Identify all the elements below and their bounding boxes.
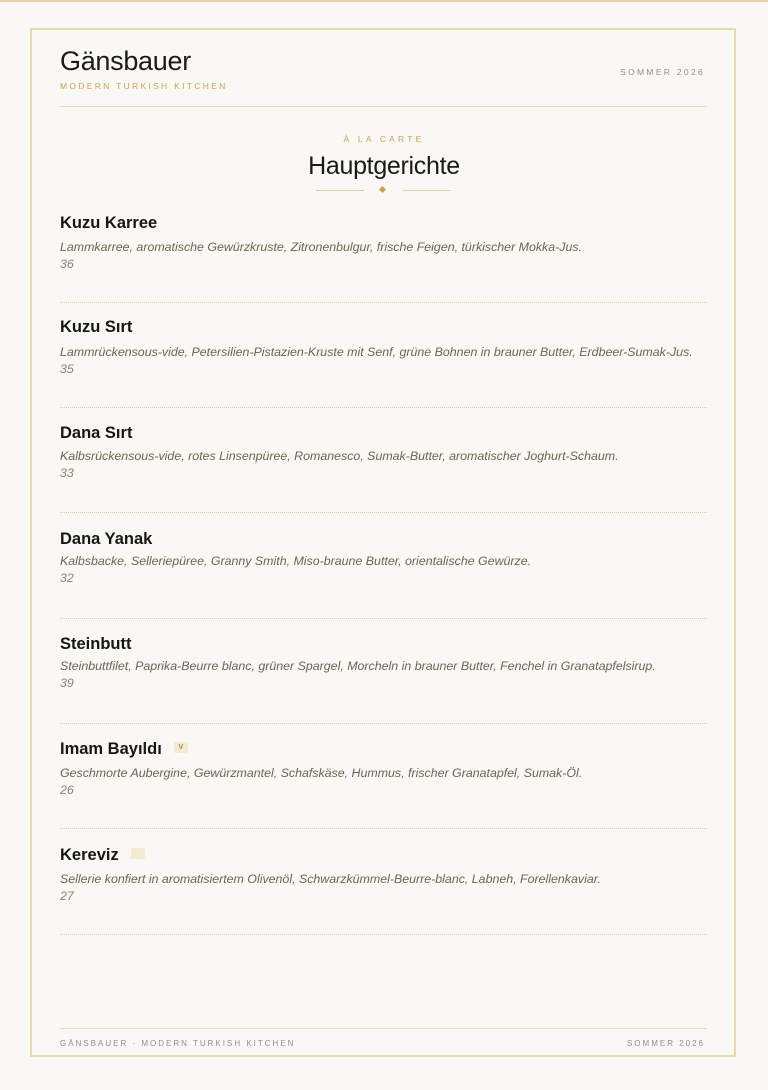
dish-description: Geschmorte Aubergine, Gewürzmantel, Schafskäse, Hummus, frischer Granatapfel, Sumak-Öl. — [60, 766, 583, 780]
dish-divider — [60, 407, 707, 408]
dish-name: Dana Yanak — [60, 530, 153, 548]
dish-price: 39 — [60, 676, 74, 690]
dish-description: Lammrückensous-vide, Petersilien-Pistazien-Kruste mit Senf, grüne Bohnen in brauner Butter, Erdbeer-Sumak-Jus. — [60, 345, 693, 359]
dish-divider — [60, 723, 707, 724]
dish-name: Dana Sırt — [60, 424, 133, 442]
dish-description: Kalbsbacke, Selleriepüree, Granny Smith, Miso-braune Butter, orientalische Gewürze. — [60, 554, 532, 568]
dish-name: Imam Bayıldı V — [60, 740, 188, 759]
dish-description: Kalbsrückensous-vide, rotes Linsenpüree, Romanesco, Sumak-Butter, aromatischer Joghurt-Schaum. — [60, 449, 619, 463]
dish-divider — [60, 828, 707, 829]
dietary-badge-icon — [131, 848, 145, 859]
dish-price: 32 — [60, 571, 74, 585]
footer-divider — [60, 1028, 707, 1029]
vegetarian-badge-icon: V — [174, 742, 188, 753]
footer-brand: GÄNSBAUER · MODERN TURKISH KITCHEN — [60, 1039, 296, 1048]
dish-description: Lammkarree, aromatische Gewürzkruste, Zitronenbulgur, frische Feigen, türkischer Mokka-Jus. — [60, 240, 582, 254]
dish-name: Kuzu Karree — [60, 214, 158, 232]
ornament-line-left — [316, 190, 364, 191]
brand-name: Gänsbauer — [60, 46, 191, 76]
dish-name: Kuzu Sırt — [60, 318, 133, 336]
brand-subtitle: MODERN TURKISH KITCHEN — [60, 81, 228, 91]
header-divider — [60, 106, 707, 107]
footer-season: SOMMER 2026 — [626, 1039, 705, 1048]
dish-price: 26 — [60, 783, 74, 797]
top-accent-rule — [0, 0, 768, 2]
dish-description: Steinbuttfilet, Paprika-Beurre blanc, grüner Spargel, Morcheln in brauner Butter, Fenchel in Granatapfelsirup. — [60, 659, 656, 673]
dish-price: 27 — [60, 889, 74, 903]
dish-name: Steinbutt — [60, 635, 132, 653]
dish-price: 33 — [60, 466, 74, 480]
dish-divider — [60, 512, 707, 513]
section-title: Hauptgerichte — [308, 152, 460, 180]
dish-divider — [60, 934, 707, 935]
dish-name: Kereviz — [60, 846, 145, 865]
section-kicker: À LA CARTE — [343, 134, 425, 144]
dish-description: Sellerie konfiert in aromatisiertem Olivenöl, Schwarzkümmel-Beurre-blanc, Labneh, Forellenkaviar. — [60, 872, 601, 886]
dish-divider — [60, 618, 707, 619]
ornament-line-right — [403, 190, 451, 191]
dish-price: 36 — [60, 257, 74, 271]
season-label: SOMMER 2026 — [620, 67, 705, 77]
dish-divider — [60, 302, 707, 303]
dish-price: 35 — [60, 362, 74, 376]
